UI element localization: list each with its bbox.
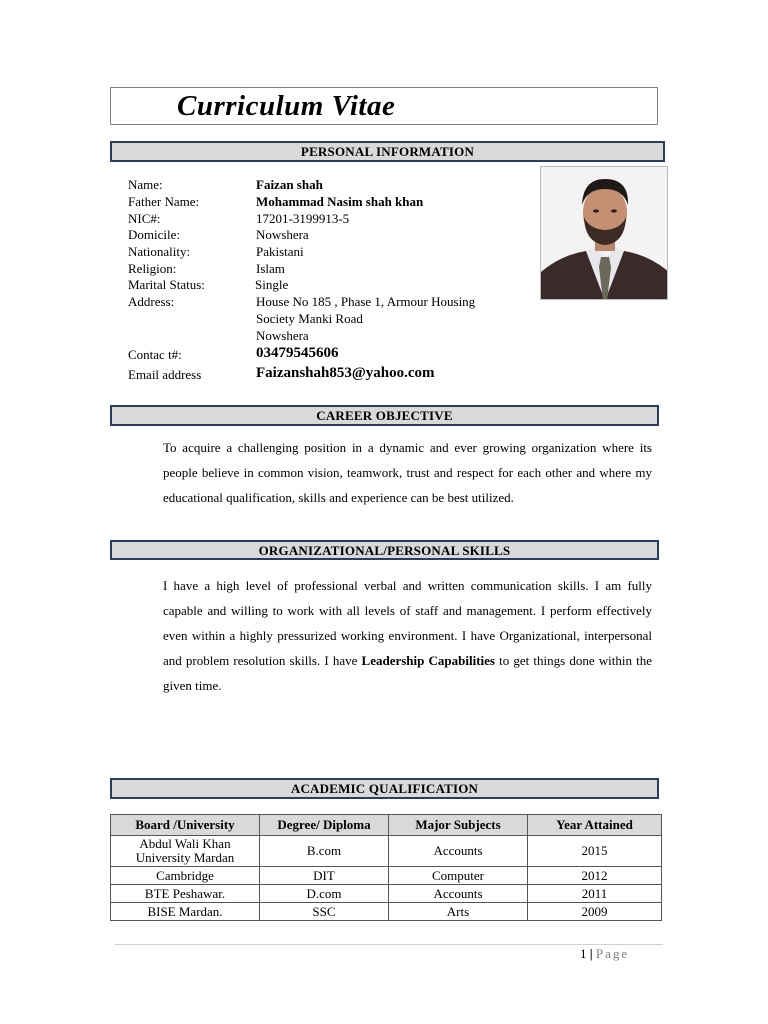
name-value: Faizan shah <box>256 177 323 192</box>
table-cell: DIT <box>260 867 389 885</box>
father-value: Mohammad Nasim shah khan <box>256 194 424 209</box>
page-title: Curriculum Vitae <box>177 90 396 122</box>
address-line-3: Nowshera <box>256 328 309 343</box>
address-line-2: Society Manki Road <box>256 311 363 326</box>
column-header: Board /University <box>111 815 260 836</box>
table-cell: BTE Peshawar. <box>111 885 260 903</box>
nic-value: 17201-3199913-5 <box>256 211 350 226</box>
table-cell: BISE Mardan. <box>111 903 260 921</box>
portrait-image <box>541 167 668 300</box>
section-header-skills: ORGANIZATIONAL/PERSONAL SKILLS <box>110 540 659 560</box>
skills-text-before: I have a high level of professional verbal and written communication skills. I am fully capable and willing to work with all levels of staff and management. I perform effectively even within a highly pressurized working environment. I have Organizational, interpersonal and problem resolution skills. I have <box>163 578 652 668</box>
table-cell: B.com <box>260 836 389 867</box>
table-cell: Accounts <box>389 836 528 867</box>
domicile-label: Domicile: <box>128 227 180 242</box>
footer-divider <box>115 944 663 945</box>
page-label: Page <box>595 946 630 961</box>
column-header: Major Subjects <box>389 815 528 836</box>
table-cell: 2012 <box>528 867 662 885</box>
column-header: Degree/ Diploma <box>260 815 389 836</box>
table-cell: 2009 <box>528 903 662 921</box>
name-label: Name: <box>128 177 163 192</box>
table-row <box>111 867 662 885</box>
contact-value: 03479545606 <box>256 345 339 361</box>
table-header-row <box>111 815 662 836</box>
nationality-value: Pakistani <box>256 244 304 259</box>
column-header: Year Attained <box>528 815 662 836</box>
marital-value: Single <box>255 277 289 292</box>
table-cell: 2011 <box>528 885 662 903</box>
table-cell: Abdul Wali Khan University Mardan <box>111 836 260 867</box>
table-cell: Arts <box>389 903 528 921</box>
domicile-value: Nowshera <box>256 227 309 242</box>
table-cell: D.com <box>260 885 389 903</box>
address-label: Address: <box>128 294 175 309</box>
address-line-1: House No 185 , Phase 1, Armour Housing <box>256 294 476 309</box>
table-row <box>111 903 662 921</box>
email-label: Email address <box>128 367 202 382</box>
section-header-objective: CAREER OBJECTIVE <box>110 405 659 426</box>
table-cell: Cambridge <box>111 867 260 885</box>
religion-label: Religion: <box>128 261 177 276</box>
skills-text-bold: Leadership Capabilities <box>361 653 495 668</box>
table-cell: Accounts <box>389 885 528 903</box>
marital-label: Marital Status: <box>128 277 205 292</box>
religion-value: Islam <box>256 261 285 276</box>
skills-paragraph <box>163 573 652 698</box>
profile-photo <box>540 166 668 300</box>
objective-paragraph: To acquire a challenging position in a dynamic and ever growing organization where its people believe in common vision, teamwork, trust and respect for each other and where my educational qualification, skills and experience can be best utilized. <box>163 440 652 505</box>
father-label: Father Name: <box>128 194 200 209</box>
email-value: Faizanshah853@yahoo.com <box>256 365 435 381</box>
table-row <box>111 836 662 867</box>
table-cell: SSC <box>260 903 389 921</box>
table-cell: 2015 <box>528 836 662 867</box>
footer-separator: | <box>589 946 593 961</box>
section-header-personal: PERSONAL INFORMATION <box>110 141 665 162</box>
section-header-academic: ACADEMIC QUALIFICATION <box>110 778 659 799</box>
academic-table <box>110 814 662 921</box>
nic-label: NIC#: <box>128 211 161 226</box>
table-row <box>111 885 662 903</box>
nationality-label: Nationality: <box>128 244 191 259</box>
page-number: 1 <box>580 946 587 961</box>
table-cell: Computer <box>389 867 528 885</box>
contact-label: Contac t#: <box>128 347 182 362</box>
skills-text-after: to get things done within the given time. <box>163 653 653 693</box>
page-footer <box>580 946 629 962</box>
